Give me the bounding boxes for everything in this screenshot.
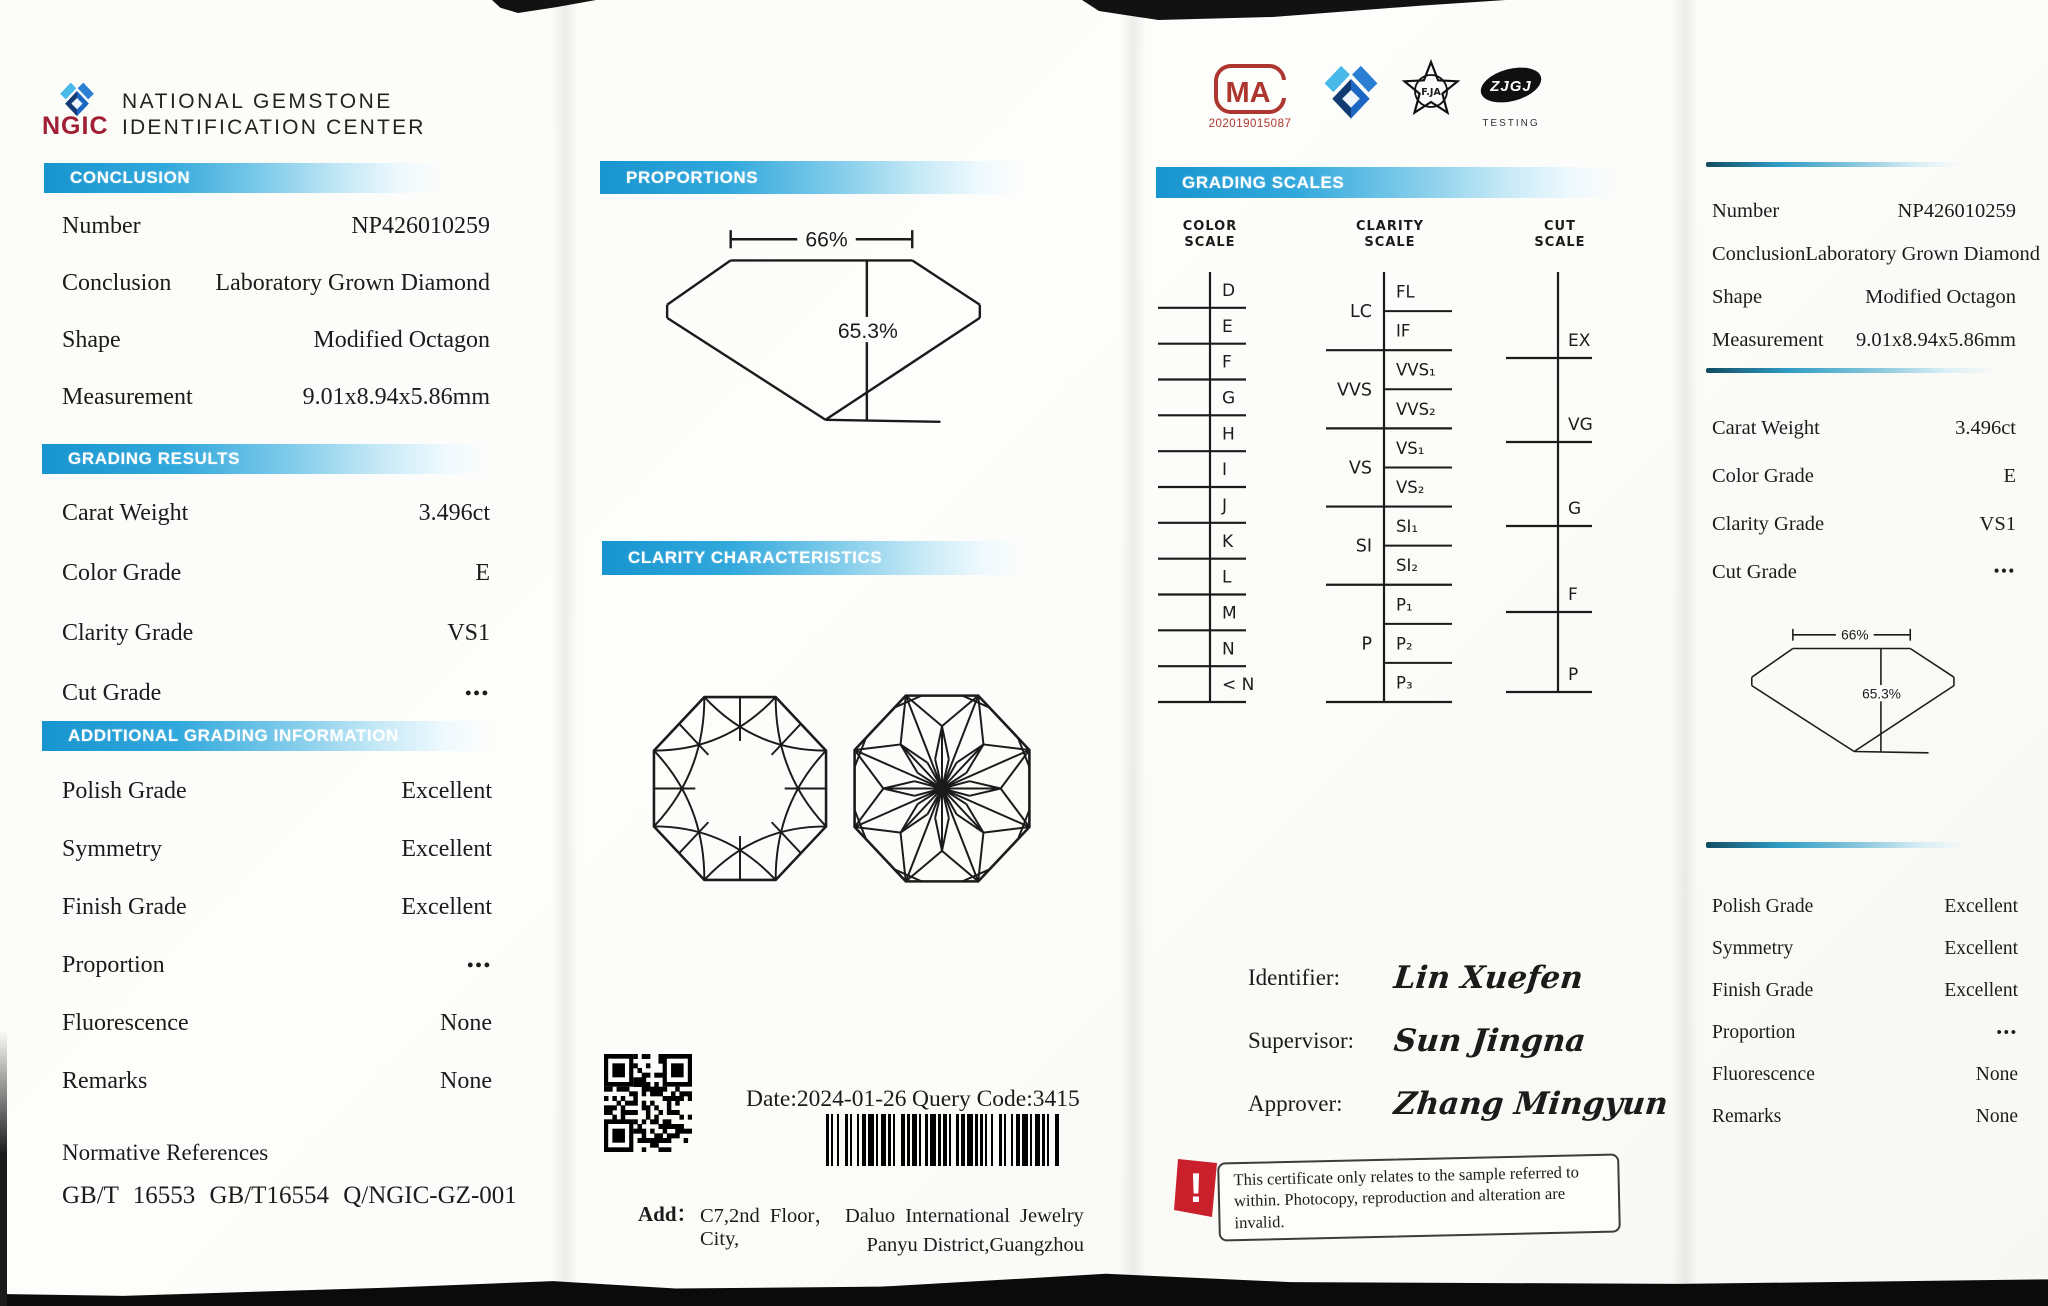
fold-shadow bbox=[552, 0, 578, 1306]
info-label: Carat Weight bbox=[1712, 416, 1820, 439]
svg-text:SI₁: SI₁ bbox=[1396, 517, 1418, 537]
svg-text:COLOR: COLOR bbox=[1182, 219, 1238, 234]
info-value: Excellent bbox=[1944, 896, 2018, 917]
info-value: Laboratory Grown Diamond bbox=[1805, 243, 2040, 265]
logo-title-line2: IDENTIFICATION CENTER bbox=[122, 116, 426, 139]
svg-text:M: M bbox=[1222, 603, 1237, 624]
svg-text:< N: < N bbox=[1222, 675, 1255, 696]
warning-text: This certificate only relates to the sample referred to within. Photocopy, reproduction and alteration are invalid. bbox=[1217, 1153, 1621, 1241]
info-label: Remarks bbox=[62, 1067, 148, 1094]
right-info-rows bbox=[1712, 190, 2040, 362]
svg-text:66%: 66% bbox=[1841, 627, 1869, 643]
signature-label: Identifier: bbox=[1248, 965, 1340, 990]
info-row bbox=[1712, 1096, 2018, 1138]
svg-text:65.3%: 65.3% bbox=[1862, 686, 1901, 702]
info-label: Clarity Grade bbox=[1712, 512, 1825, 535]
info-row bbox=[62, 369, 490, 426]
svg-text:G: G bbox=[1222, 388, 1236, 409]
info-row bbox=[1712, 276, 2016, 319]
info-row bbox=[1712, 233, 2040, 276]
info-label: Number bbox=[1712, 200, 1780, 222]
info-row bbox=[62, 312, 490, 369]
photo-edge-top bbox=[492, 0, 596, 13]
info-value: None bbox=[440, 1067, 492, 1094]
svg-text:I: I bbox=[1222, 460, 1228, 481]
svg-text:D: D bbox=[1222, 280, 1236, 301]
divider bbox=[1706, 368, 1996, 373]
info-label: Measurement bbox=[62, 384, 193, 410]
cma-number: 202019015087 bbox=[1208, 118, 1292, 130]
svg-text:SCALE: SCALE bbox=[1534, 235, 1586, 250]
info-label: Clarity Grade bbox=[62, 619, 194, 646]
svg-text:LC: LC bbox=[1350, 302, 1372, 323]
info-value: Modified Octagon bbox=[1865, 286, 2016, 308]
svg-text:!: ! bbox=[1189, 1164, 1203, 1211]
info-label: Finish Grade bbox=[62, 893, 187, 920]
info-value: 9.01x8.94x5.86mm bbox=[302, 384, 490, 410]
svg-text:VVS₁: VVS₁ bbox=[1396, 360, 1436, 380]
info-row bbox=[62, 1052, 492, 1110]
grading-scales-diagram bbox=[1150, 200, 1620, 720]
zjgj-testing-label: TESTING bbox=[1482, 118, 1540, 129]
right-grade-rows bbox=[1712, 404, 2016, 596]
info-value: VS1 bbox=[1979, 512, 2016, 535]
svg-text:VS₁: VS₁ bbox=[1396, 438, 1425, 458]
signature-row bbox=[1248, 1023, 1688, 1059]
svg-text:SI: SI bbox=[1355, 536, 1372, 557]
info-value: None bbox=[440, 1009, 492, 1036]
fja-star-mark-icon bbox=[1402, 56, 1460, 120]
svg-text:VVS₂: VVS₂ bbox=[1396, 399, 1436, 419]
signature-name: Zhang Mingyun bbox=[1392, 1086, 1670, 1122]
info-label: Fluorescence bbox=[62, 1009, 189, 1036]
info-row bbox=[1712, 319, 2016, 362]
info-label: Shape bbox=[1712, 286, 1763, 308]
info-row bbox=[1712, 404, 2016, 452]
svg-text:P₁: P₁ bbox=[1396, 595, 1413, 615]
info-label: Measurement bbox=[1712, 329, 1824, 351]
signature-row bbox=[1248, 960, 1688, 996]
signature-name: Sun Jingna bbox=[1392, 1023, 1588, 1059]
svg-text:CLARITY: CLARITY bbox=[1355, 219, 1425, 234]
svg-text:K: K bbox=[1222, 531, 1234, 552]
info-row bbox=[62, 198, 490, 255]
info-label: Polish Grade bbox=[62, 777, 187, 804]
svg-text:VS₂: VS₂ bbox=[1396, 478, 1425, 497]
svg-text:H: H bbox=[1222, 424, 1235, 445]
info-value: Excellent bbox=[1944, 938, 2018, 959]
info-value: ••• bbox=[1993, 563, 2016, 580]
fold-shadow bbox=[1120, 0, 1146, 1306]
conclusion-rows bbox=[62, 198, 490, 426]
info-label: Symmetry bbox=[62, 835, 162, 862]
svg-text:P₂: P₂ bbox=[1396, 634, 1413, 654]
svg-text:P: P bbox=[1568, 665, 1579, 685]
info-value: NP426010259 bbox=[351, 213, 490, 239]
info-row bbox=[62, 663, 490, 723]
info-row bbox=[1712, 928, 2018, 970]
svg-text:F.JA: F.JA bbox=[1421, 87, 1441, 98]
svg-text:N: N bbox=[1222, 639, 1235, 660]
svg-text:P: P bbox=[1361, 634, 1372, 655]
info-label: Cut Grade bbox=[62, 679, 162, 706]
clarity-plot-pavilion bbox=[842, 682, 1042, 896]
info-row bbox=[1712, 886, 2018, 928]
svg-text:FL: FL bbox=[1396, 282, 1415, 302]
info-value: 3.496ct bbox=[418, 499, 490, 526]
qr-code bbox=[604, 1054, 692, 1152]
normative-references-value: GB/T 16553 GB/T16554 Q/NGIC-GZ-001 bbox=[62, 1182, 517, 1209]
svg-text:L: L bbox=[1222, 567, 1232, 588]
svg-text:G: G bbox=[1568, 499, 1582, 519]
barcode bbox=[826, 1114, 1064, 1166]
info-value: Excellent bbox=[401, 777, 492, 804]
info-label: Color Grade bbox=[62, 559, 182, 586]
ngic-diamond-mark-icon bbox=[1318, 56, 1384, 124]
info-row bbox=[1712, 190, 2016, 233]
info-row bbox=[1712, 500, 2016, 548]
info-value: ••• bbox=[1996, 1024, 2018, 1041]
info-value: Laboratory Grown Diamond bbox=[215, 270, 490, 296]
info-label: Symmetry bbox=[1712, 938, 1794, 959]
svg-text:65.3%: 65.3% bbox=[837, 320, 898, 344]
svg-text:SCALE: SCALE bbox=[1364, 235, 1416, 250]
svg-text:IF: IF bbox=[1396, 321, 1411, 341]
info-value: 9.01x8.94x5.86mm bbox=[1855, 329, 2016, 351]
section-banner-additional: ADDITIONAL GRADING INFORMATION bbox=[42, 721, 492, 751]
signature-label: Supervisor: bbox=[1248, 1028, 1355, 1053]
info-row bbox=[62, 543, 490, 603]
normative-references-label: Normative References bbox=[62, 1140, 269, 1165]
info-value: Excellent bbox=[401, 893, 492, 920]
photo-edge-left bbox=[0, 1030, 7, 1306]
right-additional-rows bbox=[1712, 886, 2018, 1138]
proportions-diagram bbox=[652, 220, 1000, 437]
info-value: None bbox=[1975, 1064, 2018, 1085]
svg-text:VVS: VVS bbox=[1336, 380, 1372, 401]
address-label: Add： bbox=[638, 1202, 698, 1226]
svg-text:EX: EX bbox=[1568, 331, 1591, 351]
warning-icon bbox=[1172, 1156, 1220, 1222]
info-value: 3.496ct bbox=[1955, 416, 2016, 439]
query-code-text: Query Code:3415 bbox=[912, 1086, 1080, 1112]
info-value: ••• bbox=[465, 682, 490, 703]
info-label: Remarks bbox=[1712, 1106, 1782, 1127]
info-value: E bbox=[475, 559, 490, 586]
svg-text:MA: MA bbox=[1225, 77, 1271, 109]
section-banner-clarity-characteristics: CLARITY CHARACTERISTICS bbox=[602, 541, 1027, 575]
svg-text:SCALE: SCALE bbox=[1184, 235, 1236, 250]
signature-label: Approver: bbox=[1248, 1091, 1343, 1116]
additional-grading-rows bbox=[62, 762, 492, 1110]
info-value: Modified Octagon bbox=[313, 327, 490, 353]
info-row bbox=[62, 820, 492, 878]
info-value: None bbox=[1975, 1106, 2018, 1127]
zjgj-mark-icon bbox=[1478, 60, 1544, 112]
info-row bbox=[1712, 970, 2018, 1012]
signature-name: Lin Xuefen bbox=[1392, 960, 1585, 996]
address-line1: C7,2nd Floor， Daluo International Jewelry City, bbox=[700, 1205, 1084, 1250]
info-label: Number bbox=[62, 213, 141, 239]
info-row bbox=[1712, 1054, 2018, 1096]
proportions-mini-diagram bbox=[1742, 622, 1967, 763]
info-row bbox=[62, 255, 490, 312]
svg-text:SI₂: SI₂ bbox=[1396, 556, 1418, 576]
info-row bbox=[1712, 452, 2016, 500]
svg-text:E: E bbox=[1222, 316, 1233, 337]
svg-text:F: F bbox=[1568, 585, 1578, 605]
logo-title-line1: NATIONAL GEMSTONE bbox=[122, 90, 393, 113]
svg-text:VG: VG bbox=[1568, 415, 1593, 435]
info-value: ••• bbox=[467, 954, 492, 975]
divider bbox=[1706, 842, 1968, 848]
svg-text:CUT: CUT bbox=[1544, 219, 1576, 234]
info-row bbox=[1712, 548, 2016, 596]
info-label: Fluorescence bbox=[1712, 1064, 1815, 1085]
info-label: Finish Grade bbox=[1712, 980, 1814, 1001]
info-row bbox=[62, 936, 492, 994]
info-label: Shape bbox=[62, 327, 121, 353]
signatures-block bbox=[1248, 952, 1688, 1162]
info-row bbox=[62, 762, 492, 820]
svg-text:VS: VS bbox=[1348, 458, 1372, 479]
address-line2: Panyu District,Guangzhou bbox=[866, 1234, 1084, 1256]
svg-text:J: J bbox=[1222, 495, 1228, 516]
info-label: Proportion bbox=[62, 951, 165, 978]
svg-text:ZJGJ: ZJGJ bbox=[1490, 78, 1532, 95]
section-banner-grading-results: GRADING RESULTS bbox=[42, 444, 492, 474]
info-row bbox=[62, 878, 492, 936]
info-value: NP426010259 bbox=[1897, 200, 2016, 222]
divider bbox=[1706, 162, 1962, 167]
info-label: Conclusion bbox=[62, 270, 172, 296]
svg-text:P₃: P₃ bbox=[1396, 673, 1413, 693]
grading-result-rows bbox=[62, 483, 490, 723]
info-value: E bbox=[2003, 464, 2016, 487]
info-row bbox=[62, 603, 490, 663]
info-label: Conclusion bbox=[1712, 243, 1806, 265]
info-label: Cut Grade bbox=[1712, 560, 1797, 583]
cma-mark-icon bbox=[1212, 62, 1288, 116]
info-row bbox=[62, 994, 492, 1052]
info-label: Carat Weight bbox=[62, 499, 189, 526]
info-label: Color Grade bbox=[1712, 464, 1814, 487]
info-value: Excellent bbox=[401, 835, 492, 862]
svg-text:66%: 66% bbox=[805, 228, 848, 252]
info-row bbox=[62, 483, 490, 543]
svg-text:F: F bbox=[1222, 352, 1232, 373]
info-label: Polish Grade bbox=[1712, 896, 1814, 917]
photo-edge-bottom bbox=[0, 1260, 2048, 1306]
section-banner-conclusion: CONCLUSION bbox=[44, 163, 444, 193]
info-value: Excellent bbox=[1944, 980, 2018, 1001]
clarity-plot-crown bbox=[642, 682, 838, 896]
info-row bbox=[1712, 1012, 2018, 1054]
logo-ngic-text: NGIC bbox=[42, 112, 109, 140]
photo-edge-top bbox=[1082, 0, 1506, 20]
date-text: Date:2024-01-26 bbox=[746, 1086, 907, 1112]
signature-row bbox=[1248, 1086, 1688, 1122]
info-label: Proportion bbox=[1712, 1022, 1796, 1043]
section-banner-proportions: PROPORTIONS bbox=[600, 161, 1025, 194]
section-banner-grading-scales: GRADING SCALES bbox=[1156, 167, 1621, 198]
info-value: VS1 bbox=[447, 619, 490, 646]
